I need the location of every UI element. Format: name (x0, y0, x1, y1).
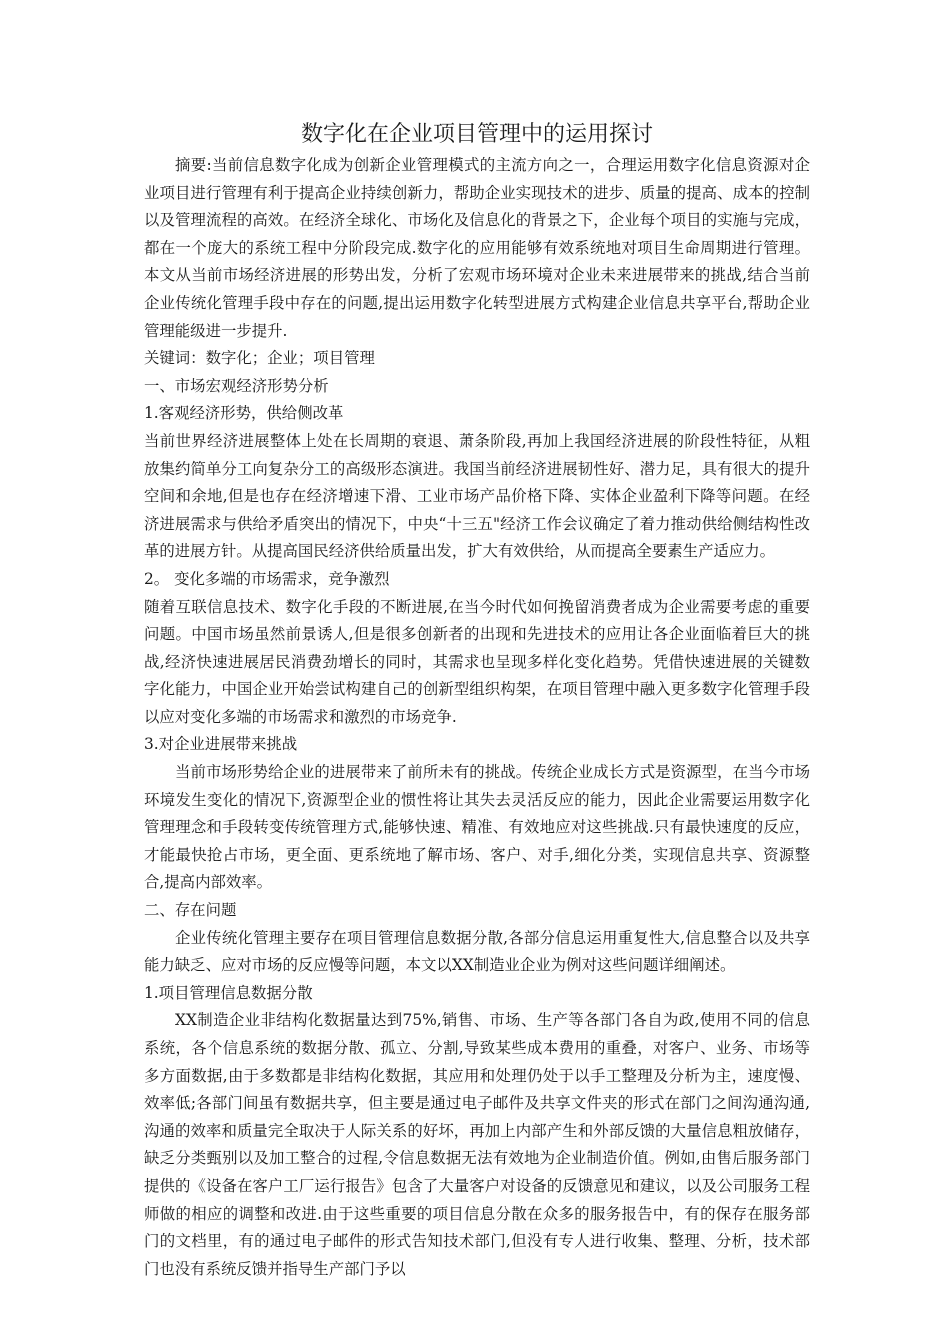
paragraph-2-intro: 企业传统化管理主要存在项目管理信息数据分散,各部分信息运用重复性大,信息整合以及共享能力缺乏、应对市场的反应慢等问题，本文以XX制造业企业为例对这些问题详细阐述。 (144, 928, 810, 975)
abstract-paragraph: 摘要:当前信息数字化成为创新企业管理模式的主流方向之一，合理运用数字化信息资源对企业项目进行管理有利于提高企业持续创新力，帮助企业实现技术的进步、质量的提高、成本的控制以及管理流程的高效。在经济全球化、市场化及信息化的背景之下，企业每个项目的实施与完成，都在一个庞大的系统工程中分阶段完成.数字化的应用能够有效系统地对项目生命周期进行管理。本文从当前市场经济进展的形势出发，分析了宏观市场环境对企业未来进展带来的挑战,结合当前企业传统化管理手段中存在的问题,提出运用数字化转型进展方式构建企业信息共享平台,帮助企业管理能级进一步提升. (144, 156, 810, 340)
keywords-line: 关键词：数字化；企业；项目管理 (144, 349, 375, 368)
section-heading-1: 一、市场宏观经济形势分析 (144, 376, 329, 395)
paragraph-1-3: 当前市场形势给企业的进展带来了前所未有的挑战。传统企业成长方式是资源型，在当今市场环境发生变化的情况下,资源型企业的惯性将让其失去灵活反应的能力，因此企业需要运用数字化管理理念和手段转变传统管理方式,能够快速、精准、有效地应对这些挑战.只有最快速度的反应，才能最快抢占市场，更全面、更系统地了解市场、客户、对手,细化分类，实现信息共享、资源整合,提高内部效率。 (144, 763, 810, 892)
subsection-heading-1-2: 2。 变化多端的市场需求，竞争激烈 (144, 569, 390, 588)
paragraph-1-2: 随着互联信息技术、数字化手段的不断进展,在当今时代如何挽留消费者成为企业需要考虑的重要问题。中国市场虽然前景诱人,但是很多创新者的出现和先进技术的应用让各企业面临着巨大的挑战,经济快速进展居民消费劲增长的同时，其需求也呈现多样化变化趋势。凭借快速进展的关键数字化能力，中国企业开始尝试构建自己的创新型组织构架，在项目管理中融入更多数字化管理手段以应对变化多端的市场需求和激烈的市场竞争. (144, 597, 810, 726)
document-title: 数字化在企业项目管理中的运用探讨 (300, 122, 653, 147)
paragraph-2-1: XX制造企业非结构化数据量达到75%,销售、市场、生产等各部门各自为政,使用不同的信息系统，各个信息系统的数据分散、孤立、分割,导致某些成本费用的重叠，对客户、业务、市场等多方面数据,由于多数都是非结构化数据，其应用和处理仍处于以手工整理及分析为主，速度慢、效率低;各部门间虽有数据共享，但主要是通过电子邮件及共享文件夹的形式在部门之间沟通沟通,沟通的效率和质量完全取决于人际关系的好坏，再加上内部产生和外部反馈的大量信息粗放储存，缺乏分类甄别以及加工整合的过程,令信息数据无法有效地为企业制造价值。例如,由售后服务部门提供的《设备在客户工厂运行报告》包含了大量客户对设备的反馈意见和建议，以及公司服务工程师做的相应的调整和改进.由于这些重要的项目信息分散在众多的服务报告中，有的保存在服务部门的文档里，有的通过电子邮件的形式告知技术部门,但没有专人进行收集、整理、分析，技术部门也没有系统反馈并指导生产部门予以 (144, 1011, 810, 1278)
section-heading-2: 二、存在问题 (144, 901, 237, 920)
paragraph-1-1: 当前世界经济进展整体上处在长周期的衰退、萧条阶段,再加上我国经济进展的阶段性特征，从粗放集约简单分工向复杂分工的高级形态演进。我国当前经济进展韧性好、潜力足，具有很大的提升空间和余地,但是也存在经济增速下滑、工业市场产品价格下降、实体企业盈利下降等问题。在经济进展需求与供给矛盾突出的情况下，中央“十三五"经济工作会议确定了着力推动供给侧结构性改革的进展方针。从提高国民经济供给质量出发，扩大有效供给，从而提高全要素生产适应力。 (144, 431, 810, 561)
subsection-heading-2-1: 1.项目管理信息数据分散 (144, 983, 313, 1002)
subsection-heading-1-1: 1.客观经济形势，供给侧改革 (144, 404, 344, 423)
document-page (144, 118, 810, 1283)
subsection-heading-1-3: 3.对企业进展带来挑战 (144, 735, 298, 754)
